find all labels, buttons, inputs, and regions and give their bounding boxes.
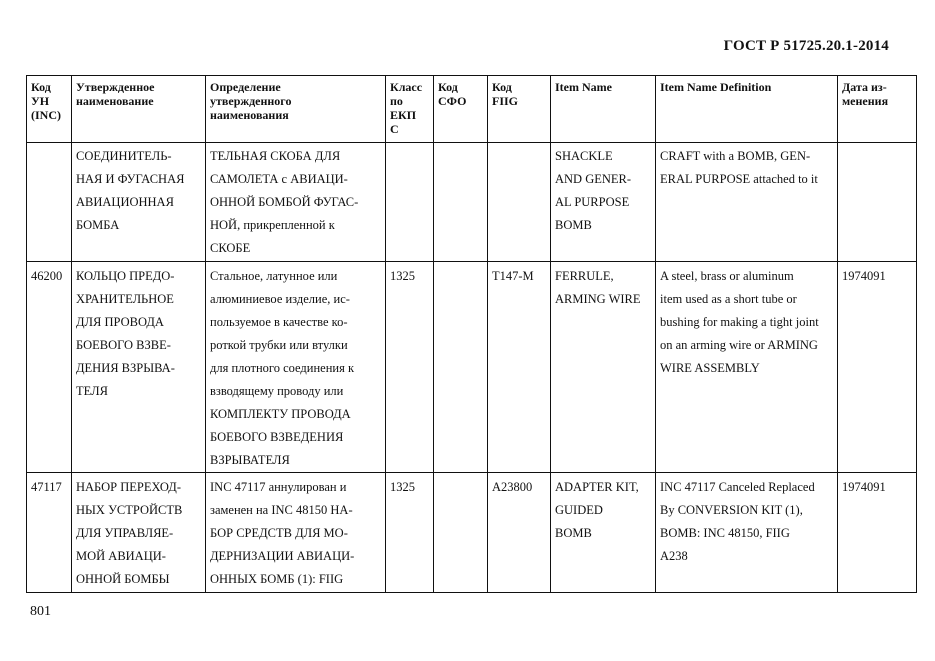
cell-approved-name: СОЕДИНИТЕЛЬ- НАЯ И ФУГАСНАЯ АВИАЦИОННАЯ БОМБА	[72, 143, 206, 262]
cell-item-name: SHACKLE AND GENER- AL PURPOSE BOMB	[551, 143, 656, 262]
cell-item-name: ADAPTER KIT, GUIDED BOMB	[551, 473, 656, 593]
cell-date: 1974091	[838, 473, 917, 593]
col-header-approved-name: Утвержденное наименование	[72, 76, 206, 143]
cell-class: 1325	[386, 262, 434, 473]
header-row	[27, 76, 917, 143]
cell-class	[386, 143, 434, 262]
page-number: 801	[30, 604, 51, 619]
cell-item-definition: INC 47117 Canceled Replaced By CONVERSION KIT (1), BOMB: INC 48150, FIIG A238	[656, 473, 838, 593]
cell-definition: ТЕЛЬНАЯ СКОБА ДЛЯ САМОЛЕТА с АВИАЦИ- ОННОЙ БОМБОЙ ФУГАС- НОЙ, прикрепленной к СКОБЕ	[206, 143, 386, 262]
col-header-definition: Определение утвержденного наименования	[206, 76, 386, 143]
cell-definition: INC 47117 аннулирован и заменен на INC 48150 НА- БОР СРЕДСТВ ДЛЯ МО- ДЕРНИЗАЦИИ АВИАЦИ- ОННЫХ БОМБ (1): FIIG	[206, 473, 386, 593]
col-header-inc: Код УН (INC)	[27, 76, 72, 143]
document-header: ГОСТ Р 51725.20.1-2014	[723, 38, 889, 54]
cell-sfo	[434, 262, 488, 473]
cell-fiig	[488, 143, 551, 262]
cell-approved-name: КОЛЬЦО ПРЕДО- ХРАНИТЕЛЬНОЕ ДЛЯ ПРОВОДА БОЕВОГО ВЗВЕ- ДЕНИЯ ВЗРЫВА- ТЕЛЯ	[72, 262, 206, 473]
col-header-class: Класс по ЕКП С	[386, 76, 434, 143]
cell-definition: Стальное, латунное или алюминиевое изделие, ис- пользуемое в качестве ко- роткой трубки или втулки для плотного соединения к взводящему проводу или КОМПЛЕКТУ ПРОВОДА БОЕВОГО ВЗВЕДЕНИЯ ВЗРЫВАТЕЛЯ	[206, 262, 386, 473]
cell-inc: 47117	[27, 473, 72, 593]
cell-fiig: A23800	[488, 473, 551, 593]
cell-date: 1974091	[838, 262, 917, 473]
cell-approved-name: НАБОР ПЕРЕХОД- НЫХ УСТРОЙСТВ ДЛЯ УПРАВЛЯЕ- МОЙ АВИАЦИ- ОННОЙ БОМБЫ	[72, 473, 206, 593]
col-header-fiig: Код FIIG	[488, 76, 551, 143]
cell-inc: 46200	[27, 262, 72, 473]
cell-item-definition: A steel, brass or aluminum item used as a short tube or bushing for making a tight joint on an arming wire or ARMING WIRE ASSEMBLY	[656, 262, 838, 473]
cell-fiig: T147-M	[488, 262, 551, 473]
cell-sfo	[434, 473, 488, 593]
col-header-sfo: Код СФО	[434, 76, 488, 143]
cell-inc	[27, 143, 72, 262]
cell-item-name: FERRULE, ARMING WIRE	[551, 262, 656, 473]
cell-item-definition: CRAFT with a BOMB, GEN- ERAL PURPOSE attached to it	[656, 143, 838, 262]
col-header-item-definition: Item Name Definition	[656, 76, 838, 143]
table-row	[27, 143, 917, 262]
col-header-date: Дата из- менения	[838, 76, 917, 143]
col-header-item-name: Item Name	[551, 76, 656, 143]
cell-sfo	[434, 143, 488, 262]
catalog-table	[26, 75, 917, 593]
table-row	[27, 473, 917, 593]
cell-class: 1325	[386, 473, 434, 593]
cell-date	[838, 143, 917, 262]
table-row	[27, 262, 917, 473]
